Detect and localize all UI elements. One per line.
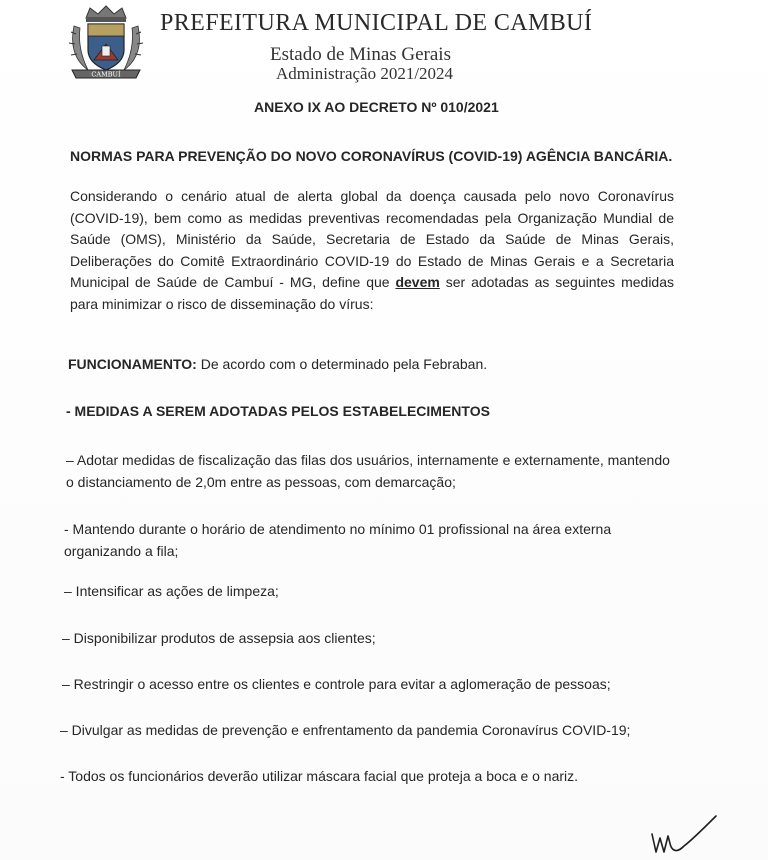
funcionamento-text: De acordo com o determinado pela Febraban.	[196, 356, 488, 372]
funcionamento-label: FUNCIONAMENTO:	[68, 356, 197, 372]
measure-item: – Disponibilizar produtos de assepsia aos clientes;	[62, 630, 376, 646]
crest-ribbon-text: CAMBUÍ	[91, 70, 121, 79]
norms-title: NORMAS PARA PREVENÇÃO DO NOVO CORONAVÍRUS (COVID-19) AGÊNCIA BANCÁRIA.	[70, 148, 673, 164]
state-subtitle: Estado de Minas Gerais	[270, 44, 451, 65]
intro-text-start: Considerando o cenário atual de alerta global da doença causada pelo novo Coronavírus (COVID-19), bem como as medidas preventivas recomendadas pela Organização Mundial de Saúde (OMS), Ministério da Saúde, Secretaria de Estado da Saúde de Minas Gerais, Deliberações do Comitê Extraordinário COVID-19 do Estado de Minas Gerais e a Secretaria Municipal de Saúde de Cambuí - MG, define que	[70, 188, 674, 290]
coat-of-arms-logo	[68, 4, 144, 82]
city-hall-title: PREFEITURA MUNICIPAL DE CAMBUÍ	[160, 10, 593, 36]
handwritten-signature	[648, 812, 720, 858]
administration-subtitle: Administração 2021/2024	[276, 64, 454, 83]
measure-item: – Adotar medidas de fiscalização das filas dos usuários, internamente e externamente, mantendo o distanciamento de 2,0m entre as pessoas, com demarcação;	[66, 452, 670, 490]
intro-emphasis: devem	[395, 274, 440, 290]
annex-title: ANEXO IX AO DECRETO Nº 010/2021	[254, 99, 499, 115]
intro-text-end: ser adotadas as seguintes medidas para minimizar o risco de disseminação do vírus:	[70, 274, 674, 312]
measure-item: – Restringir o acesso entre os clientes e controle para evitar a aglomeração de pessoas;	[62, 676, 611, 692]
measure-item: – Divulgar as medidas de prevenção e enfrentamento da pandemia Coronavírus COVID-19;	[60, 722, 631, 738]
measure-item: - Todos os funcionários deverão utilizar máscara facial que proteja a boca e o nariz.	[60, 768, 579, 784]
measure-item: - Mantendo durante o horário de atendimento no mínimo 01 profissional na área externa organizando a fila;	[64, 521, 612, 559]
measure-item: – Intensificar as ações de limpeza;	[64, 583, 279, 599]
measures-heading: - MEDIDAS A SEREM ADOTADAS PELOS ESTABELECIMENTOS	[66, 403, 490, 419]
intro-paragraph	[70, 186, 674, 315]
funcionamento-line	[68, 356, 487, 372]
